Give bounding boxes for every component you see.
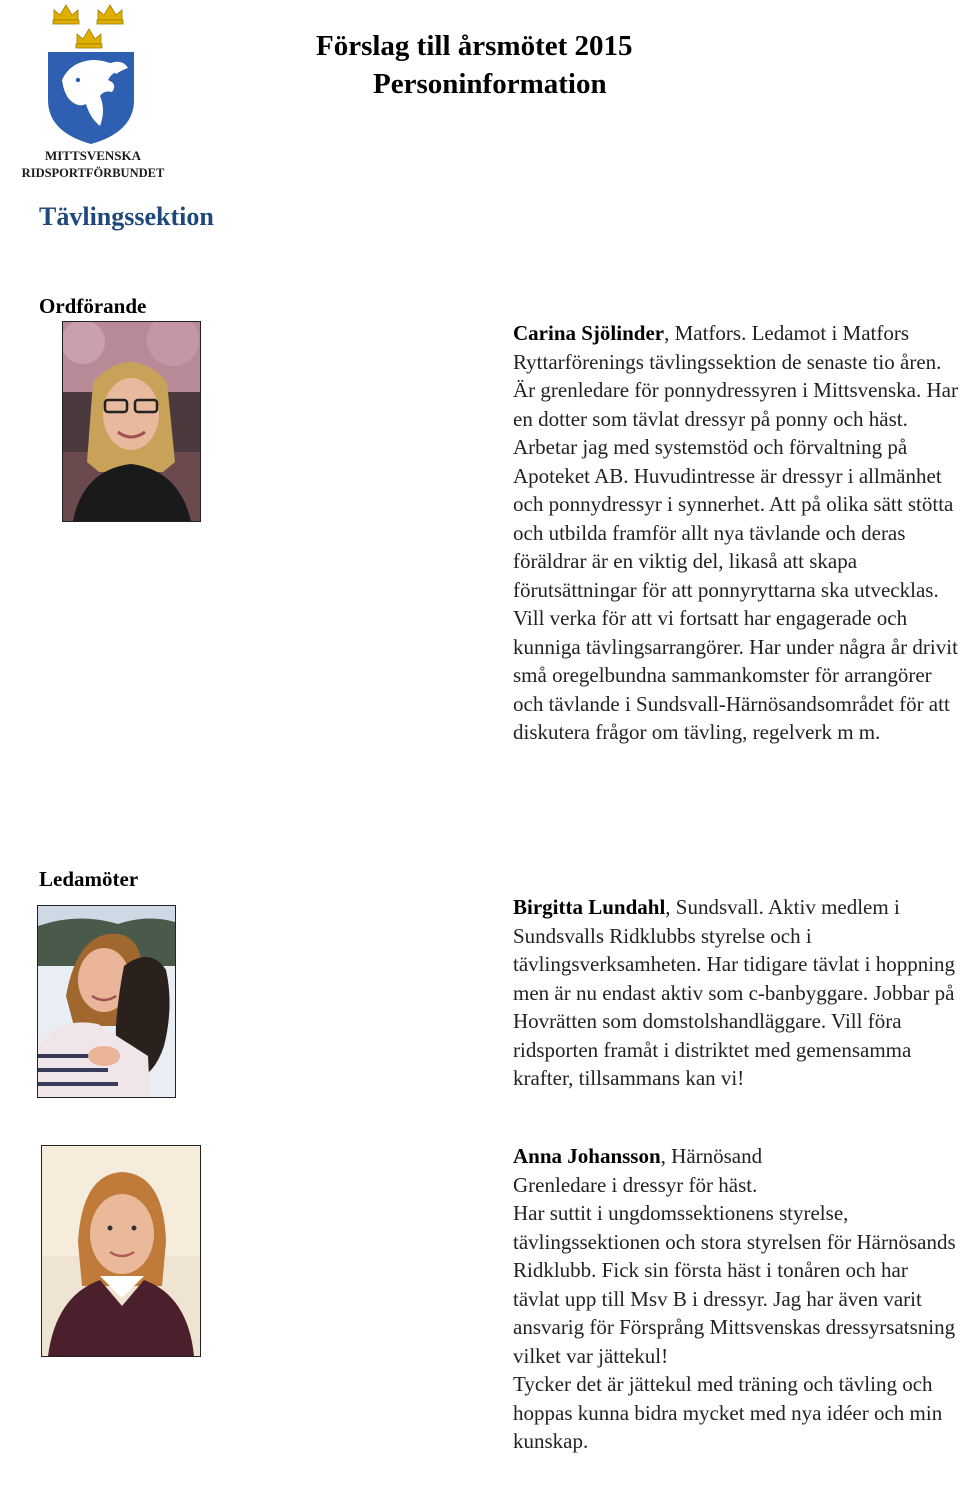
logo-text-line2: RIDSPORTFÖRBUNDET	[21, 166, 165, 180]
person-name: Anna Johansson	[513, 1144, 661, 1168]
person-bio: , Matfors. Ledamot i Matfors Ryttarförenings tävlingssektion de senaste tio åren. Är grenledare för ponnydressyren i Mittsvenska. Har en dotter som tävlat dressyr på ponny och häst. Arbetar jag med systemstöd och förvaltning på Apoteket AB. Huvudintresse är dressyr i allmänhet och ponnydressyr i synnerhet. Att på olika sätt stötta och utbilda framför allt nya tävlande och deras föräldrar är en viktig del, likaså att skapa förutsättningar för att ponnyryttarna ska utvecklas. Vill verka för att vi fortsatt har engagerade och kunniga tävlingsarrangörer. Har under några år drivit små oregelbundna sammankomster för arrangörer och tävlande i Sundsvall-Härnösandsområdet för att diskutera frågor om tävling, regelverk m m.	[513, 321, 958, 744]
person-location: , Härnösand	[660, 1144, 763, 1168]
person-name: Birgitta Lundahl	[513, 895, 666, 919]
page-title-line1: Förslag till årsmötet 2015	[316, 30, 633, 62]
crest-icon	[0, 0, 186, 182]
logo-text-line1: MITTSVENSKA	[44, 148, 142, 163]
section-heading: Tävlingssektion	[39, 202, 214, 231]
page-title-line2: Personinformation	[373, 68, 607, 100]
bio-anna	[513, 1142, 958, 1456]
person-bio: , Sundsvall. Aktiv medlem i Sundsvalls Ridklubbs styrelse och i tävlingsverksamheten. Har tidigare tävlat i hoppning men är nu endast aktiv som c-banbyggare. Jobbar på Hovrätten som domstolshandläggare. Vill föra ridsporten framåt i distriktet med gemensamma krafter, tillsammans kan vi!	[513, 895, 956, 1090]
portrait-photo	[41, 1145, 201, 1357]
person-bio-line: Har suttit i ungdomssektionens styrelse, tävlingssektionen och stora styrelsen för Härnösands Ridklubb. Fick sin första häst i tonåren och har tävlat upp till Msv B i dressyr. Jag har även varit ansvarig för Försprång Mittsvenskas dressyrsatsning vilket var jättekul!	[513, 1201, 956, 1368]
federation-logo	[0, 0, 186, 182]
portrait-photo	[37, 905, 176, 1098]
person-bio-line: Tycker det är jättekul med träning och tävling och hoppas kunna bidra mycket med nya idéer och min kunskap.	[513, 1372, 943, 1453]
bio-carina	[513, 319, 958, 747]
bio-birgitta	[513, 893, 958, 1093]
role-label-chair: Ordförande	[39, 294, 147, 318]
person-name: Carina Sjölinder	[513, 321, 665, 345]
role-label-members: Ledamöter	[39, 867, 139, 891]
portrait-photo	[62, 321, 201, 522]
person-bio-line: Grenledare i dressyr för häst.	[513, 1172, 758, 1197]
